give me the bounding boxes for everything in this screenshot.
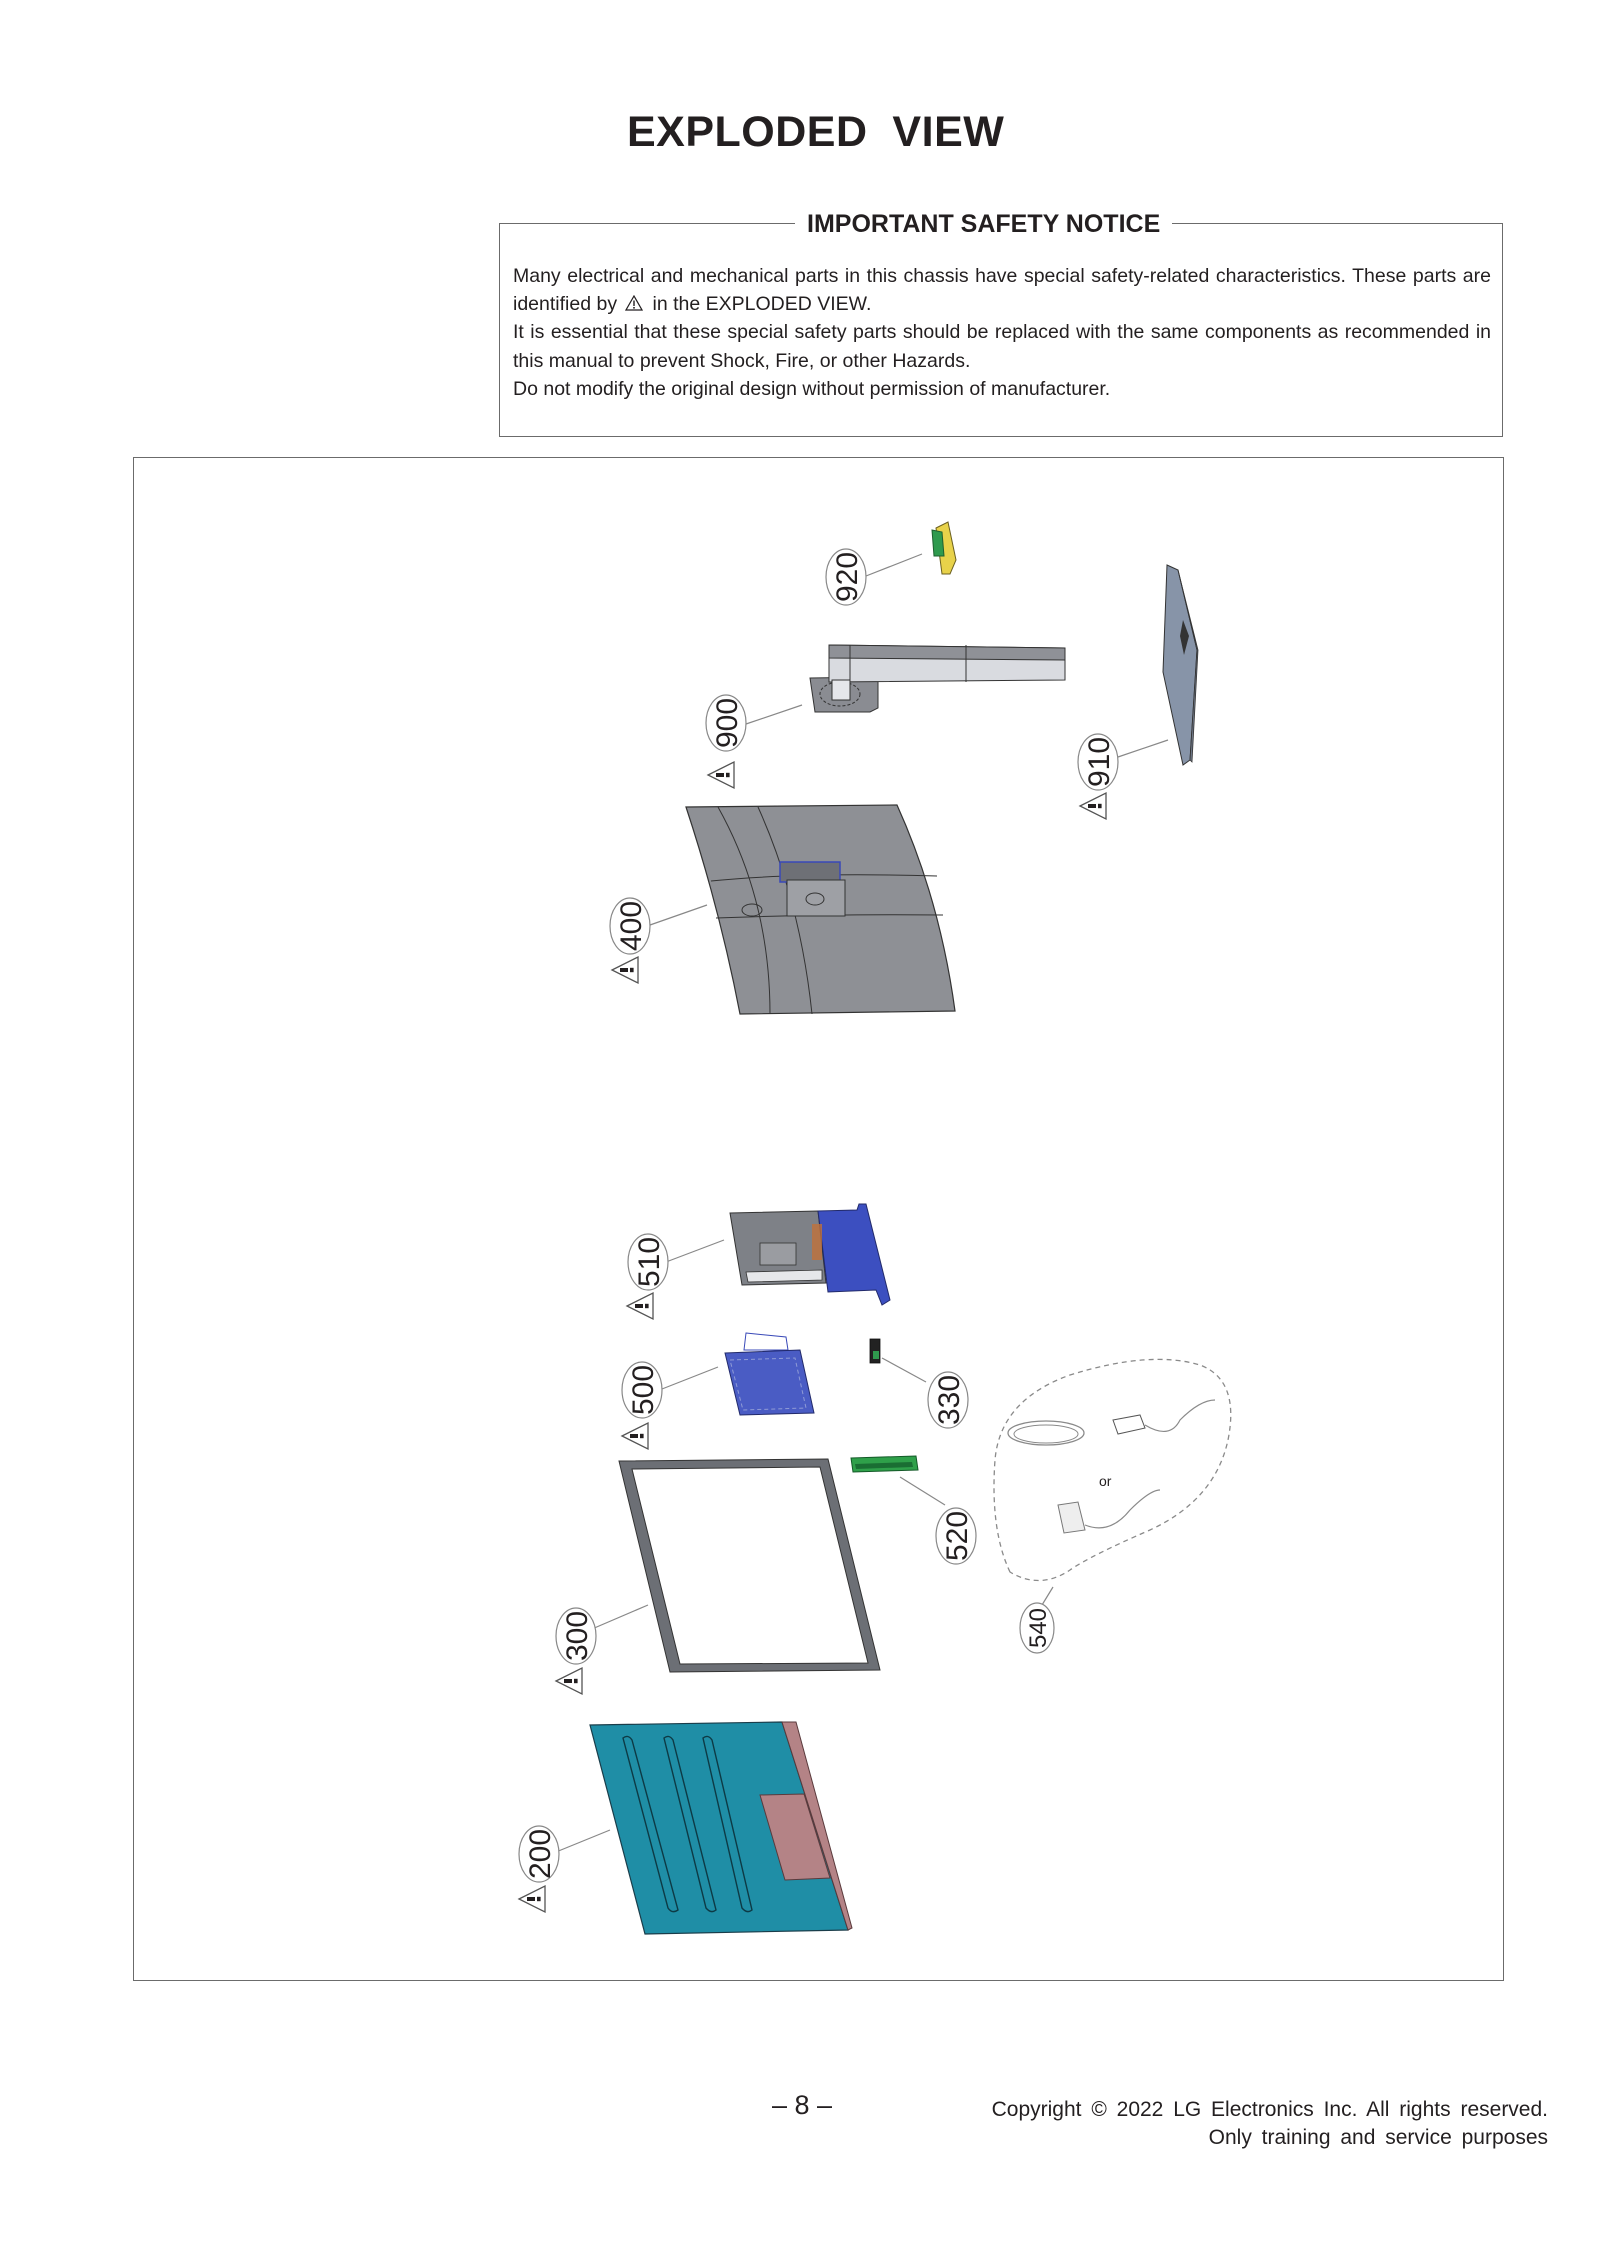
copyright-line-2: Only training and service purposes [1208,2126,1548,2149]
safety-notice-line-1-end: in the EXPLODED VIEW. [652,293,872,316]
safety-notice-line-1: Many electrical and mechanical parts in this chassis have special safety-related characteristics. These parts are identified by [513,265,1491,316]
part-900-stand-body [706,645,1065,788]
callout-540: 540 [1025,1607,1052,1649]
safety-warning-icon [627,1293,653,1319]
part-500-main-board [622,1333,814,1449]
part-520-connector-board [851,1456,976,1564]
part-540-power-cord-adapter [994,1359,1231,1653]
page-number: – 8 – [772,2090,833,2120]
accessory-or-label: or [1099,1473,1112,1489]
part-330-button-board [870,1339,968,1428]
callout-920: 920 [831,551,864,603]
callout-200: 200 [524,1828,557,1880]
part-510-power-board-assembly [627,1204,890,1319]
callout-900: 900 [711,697,744,749]
safety-notice-title: IMPORTANT SAFETY NOTICE [795,210,1172,239]
safety-notice-line-3: Do not modify the original design without permission of manufacturer. [513,377,1111,400]
part-200-lcd-panel [519,1722,852,1934]
copyright-line-1: Copyright © 2022 LG Electronics Inc. All rights reserved. [991,2098,1548,2121]
page-title: EXPLODED VIEW [627,108,1005,156]
safety-warning-icon [556,1668,582,1694]
callout-520: 520 [941,1510,974,1562]
callout-510: 510 [633,1236,666,1288]
safety-warning-icon [519,1886,545,1912]
callout-910: 910 [1083,736,1116,788]
part-920-stand-cover [826,522,956,605]
callout-330: 330 [933,1374,966,1426]
safety-warning-icon [622,1423,648,1449]
callout-400: 400 [615,900,648,952]
callout-500: 500 [627,1364,660,1416]
callout-300: 300 [561,1610,594,1662]
safety-warning-icon [612,957,638,983]
safety-notice-line-2: It is essential that these special safety parts should be replaced with the same components as recommended in this manual to prevent Shock, Fire, or other Hazards. [513,321,1491,372]
safety-warning-icon [1080,793,1106,819]
safety-warning-icon [708,762,734,788]
part-300-middle-cabinet [556,1459,880,1694]
part-400-back-cover [610,805,955,1014]
copyright-footer [992,2096,1548,2152]
part-910-stand-base [1078,565,1198,819]
